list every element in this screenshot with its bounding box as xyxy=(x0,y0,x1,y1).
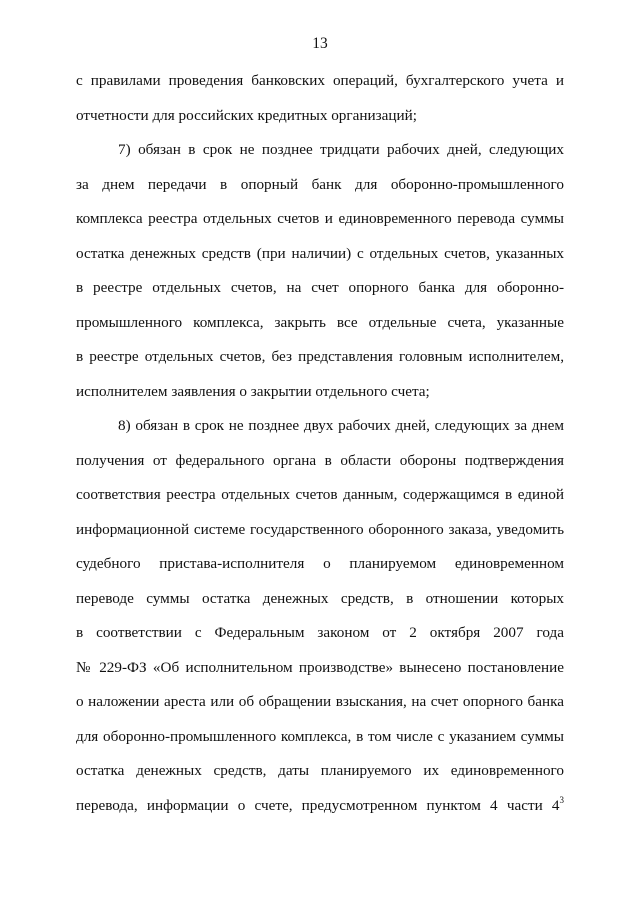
text-line-22 xyxy=(76,795,564,830)
text-line-21: остатка денежных средств, даты планируемого их единовременного xyxy=(76,762,564,779)
text-line-11: 8) обязан в срок не позднее двух рабочих дней, следующих за днем xyxy=(118,417,564,434)
text-line-13: соответствия реестра отдельных счетов данным, содержащимся в единой xyxy=(76,486,564,503)
text-line-9: в реестре отдельных счетов, без представления головным исполнителем, xyxy=(76,348,564,365)
text-line-12: получения от федерального органа в области обороны подтверждения xyxy=(76,451,564,469)
superscript-three: 3 xyxy=(559,794,564,805)
text-line-16: переводе суммы остатка денежных средств, в отношении которых xyxy=(76,589,564,607)
page-number: 13 xyxy=(312,35,328,52)
text-line-18: № 229-ФЗ «Об исполнительном производстве» вынесено постановление xyxy=(76,658,564,676)
text-line-1: с правилами проведения банковских операций, бухгалтерского учета и xyxy=(76,72,564,89)
text-line-2: отчетности для российских кредитных организаций; xyxy=(76,106,417,124)
text-line-4: за днем передачи в опорный банк для оборонно-промышленного xyxy=(76,175,564,193)
text-line-8: промышленного комплекса, закрыть все отдельные счета, указанные xyxy=(76,313,564,331)
text-line-6: остатка денежных средств (при наличии) с отдельных счетов, указанных xyxy=(76,244,564,262)
text-line-5: комплекса реестра отдельных счетов и единовременного перевода суммы xyxy=(76,210,564,227)
text-line-19: о наложении ареста или об обращении взыскания, на счет опорного банка xyxy=(76,693,564,710)
text-line-7: в реестре отдельных счетов, на счет опорного банка для оборонно- xyxy=(76,279,564,296)
text-line-20: для оборонно-промышленного комплекса, в том числе с указанием суммы xyxy=(76,727,564,745)
text-line-14: информационной системе государственного оборонного заказа, уведомить xyxy=(76,520,564,538)
text-line-3: 7) обязан в срок не позднее тридцати рабочих дней, следующих xyxy=(118,141,564,158)
text-line-15: судебного пристава-исполнителя о планируемом единовременном xyxy=(76,555,564,572)
text-line-10: исполнителем заявления о закрытии отдельного счета; xyxy=(76,382,430,400)
text-line-17: в соответствии с Федеральным законом от 2 октября 2007 года xyxy=(76,624,564,641)
document-body xyxy=(76,70,564,829)
text-line-22-body: перевода, информации о счете, предусмотренном пунктом 4 части 4 xyxy=(76,796,560,814)
